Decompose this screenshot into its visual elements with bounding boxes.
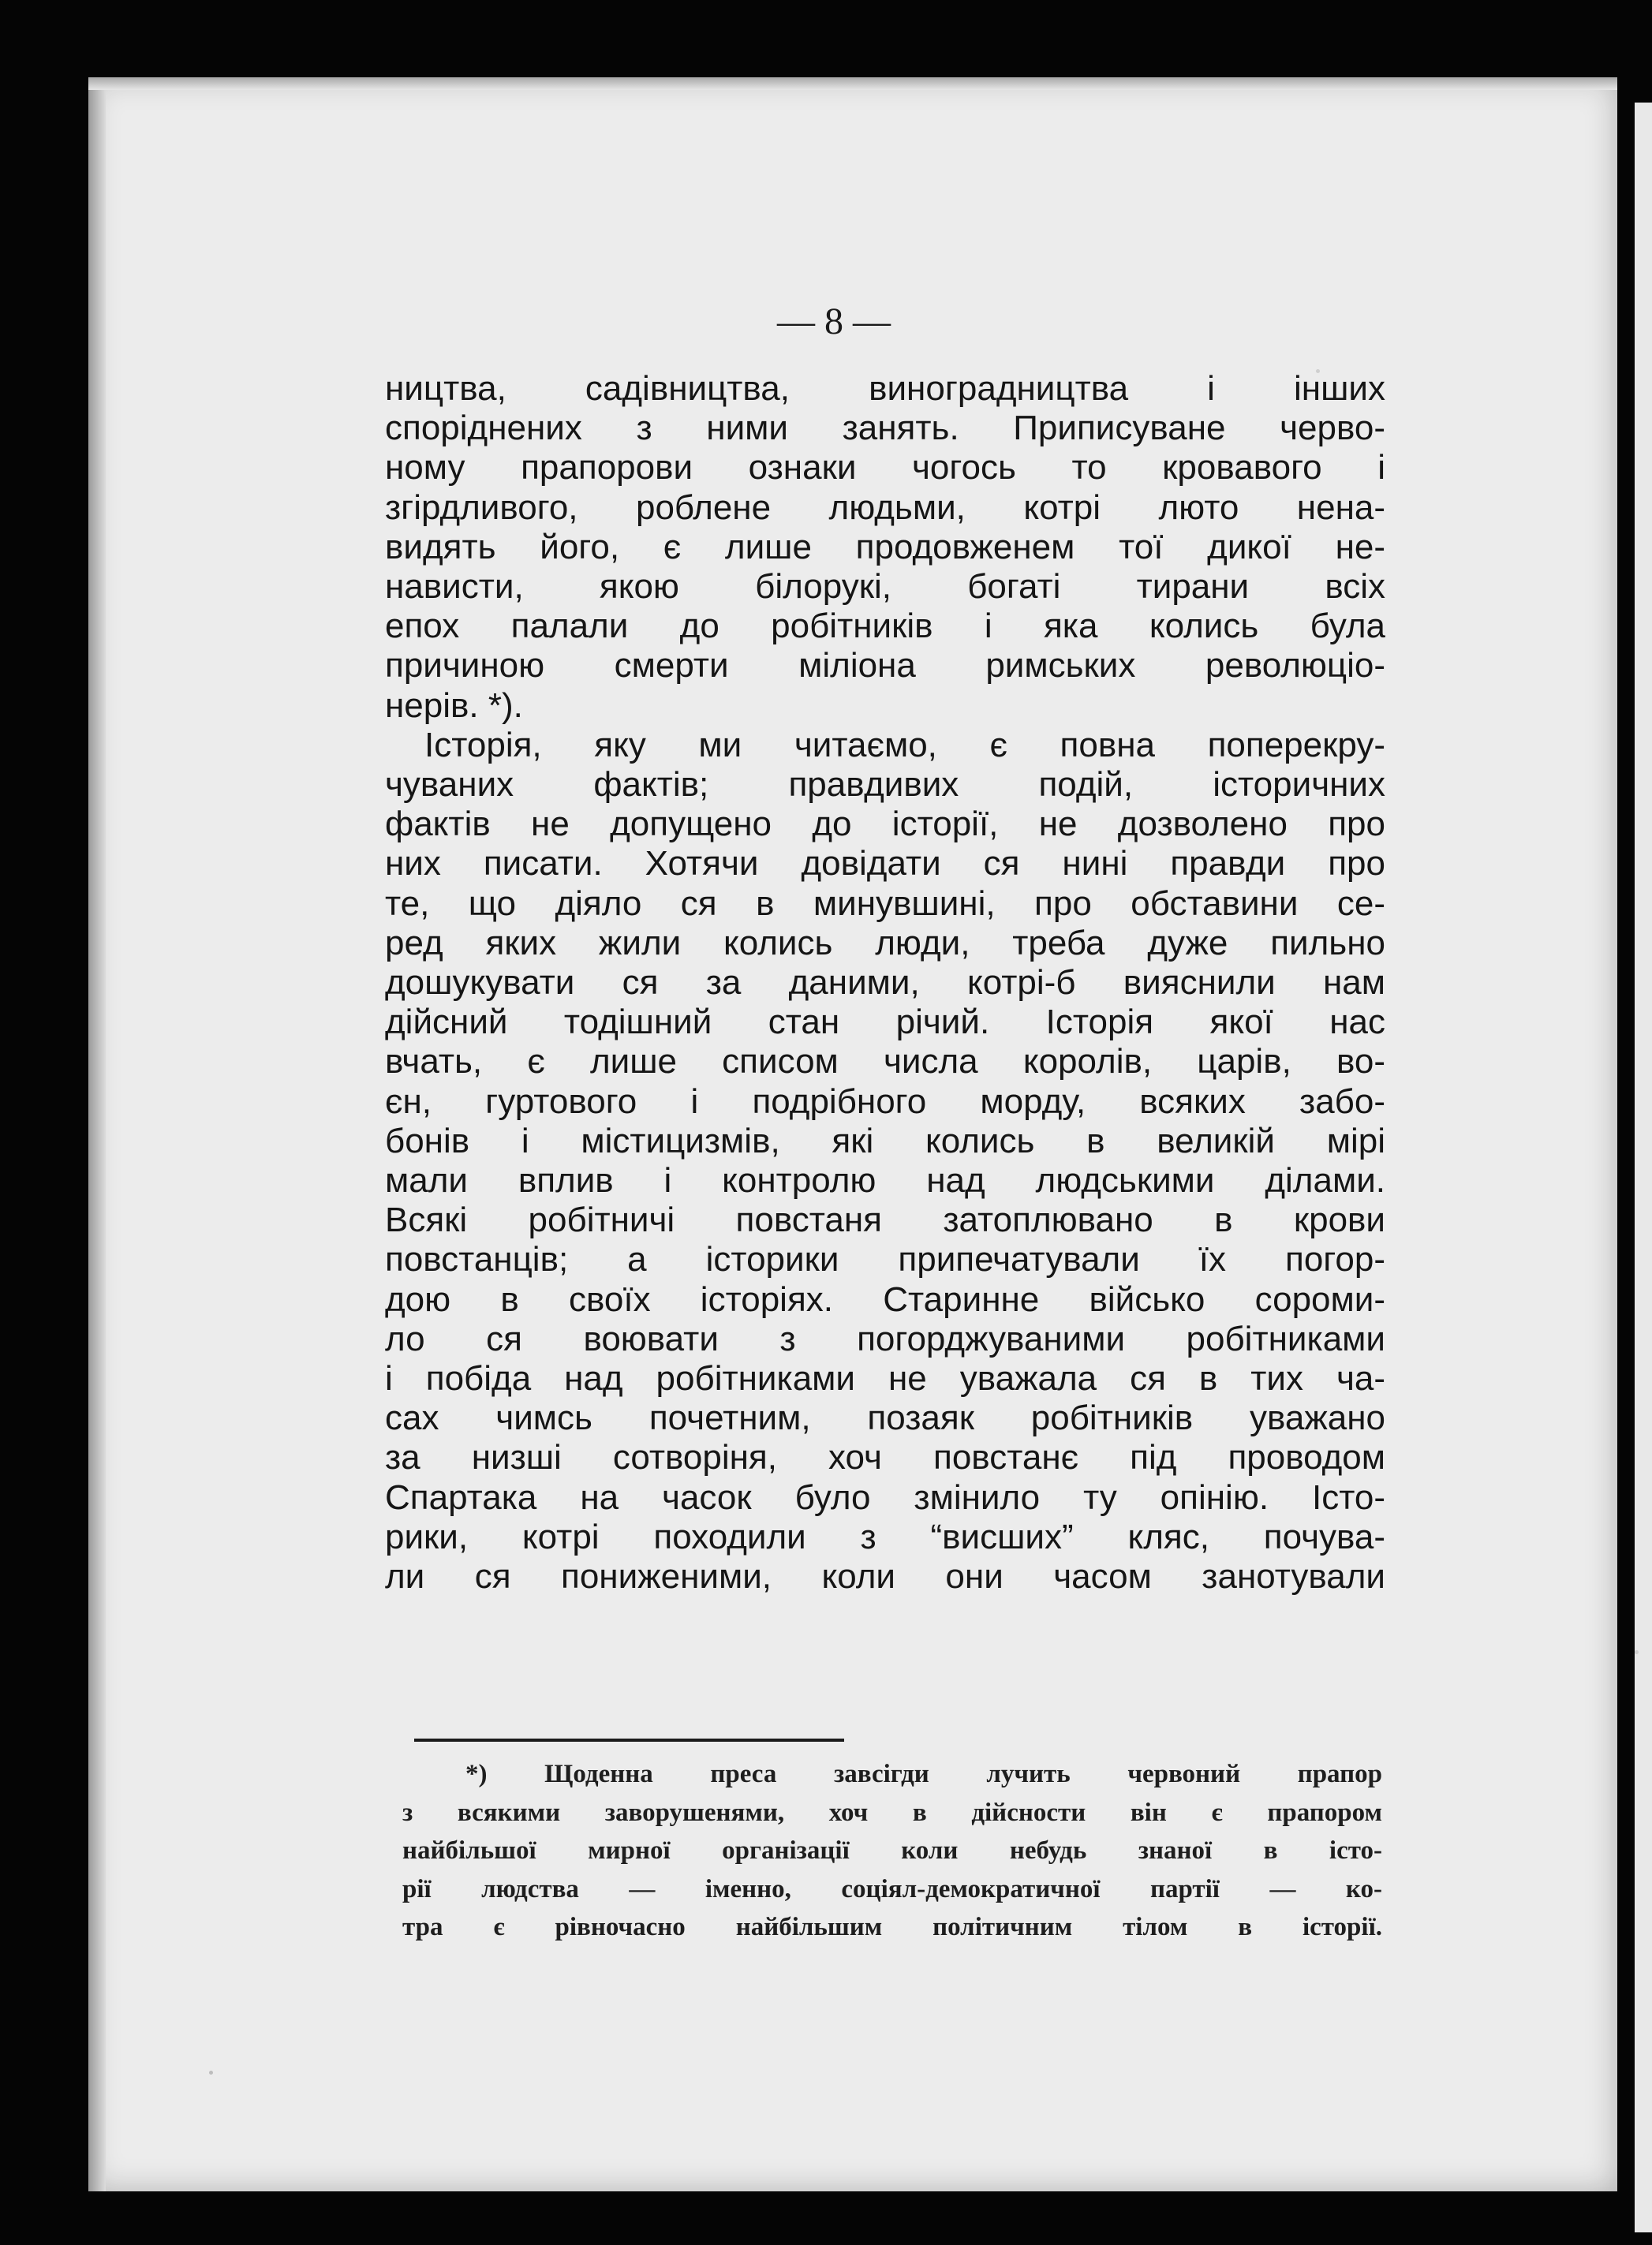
footnote-line: найбільшої мирної організації коли небудь знаної в істо- [402,1836,1382,1865]
footnote-line: з всякими заворушенями, хоч в дійсности він є прапором [402,1798,1382,1827]
text-line: ли ся пониженими, коли они часом занотували [385,1557,1385,1597]
text-line: нависти, якою білорукі, богаті тирани всіх [385,567,1385,607]
speck [209,2071,213,2075]
footnote-line: рії людства — іменно, соціял-демократичної партії — ко- [402,1874,1382,1903]
footnote-divider [414,1739,844,1742]
text-line: повстанців; а історики припечатували їх погор- [385,1240,1385,1279]
footnote-line: тра є рівночасно найбільшим політичним тілом в історії. [402,1913,1382,1941]
text-line: бонів і містицизмів, які колись в великій мірі [385,1121,1385,1160]
footnote [402,1755,1382,1947]
text-line: споріднених з ними занять. Приписуване черво- [385,409,1385,448]
text-line: нерів. *). [385,685,523,725]
body-text [385,369,1385,1597]
text-line: ло ся воювати з погорджуваними робітниками [385,1319,1385,1358]
text-line: дошукувати ся за даними, котрі-б вияснили нам [385,963,1385,1003]
page-edge-top [88,77,1617,90]
text-line: фактів не допущено до історії, не дозволено про [385,805,1385,844]
text-line: епох палали до робітників і яка колись була [385,607,1385,646]
speck [1635,1650,1639,1654]
page-edge-left [88,77,106,2191]
text-line: ред яких жили колись люди, треба дуже пильно [385,923,1385,962]
text-line: дійсний тодішний стан річий. Історія якої нас [385,1003,1385,1042]
text-line: рики, котрі походили з “висших” кляс, почува- [385,1517,1385,1556]
text-line: єн, гуртового і подрібного морду, всяких забо- [385,1081,1385,1121]
text-line: Спартака на часок було змінило ту опінію. Істо- [385,1477,1385,1517]
text-line: причиною смерти міліона римських революціо- [385,646,1385,685]
text-line: за низші сотворіня, хоч повстанє під проводом [385,1438,1385,1477]
text-line: Всякі робітничі повстаня затоплювано в крови [385,1201,1385,1240]
text-line: і побіда над робітниками не уважала ся в тих ча- [385,1359,1385,1399]
text-line: Історія, яку ми читаємо, є повна поперекру- [424,725,1385,764]
text-line: вчать, є лише списом числа королів, царів, во- [385,1042,1385,1081]
text-line: ному прапорови ознаки чогось то кровавого і [385,448,1385,487]
text-line: згірдливого, роблене людьми, котрі люто нена- [385,487,1385,527]
text-line: те, що діяло ся в минувшині, про обставини се- [385,883,1385,923]
adjacent-page-edge [1635,103,1652,2232]
footnote-line: *) Щоденна преса завсігди лучить червоний прапор [465,1760,1382,1788]
text-line: дою в своїх історіях. Старинне військо сороми- [385,1279,1385,1319]
text-line: видять його, є лише продовженем тої дикої не- [385,527,1385,566]
text-line: ництва, садівництва, виноградництва і інших [385,369,1385,408]
text-line: чуваних фактів; правдивих подій, історичних [385,765,1385,805]
text-line: сах чимсь почетним, позаяк робітників уважано [385,1399,1385,1438]
page-number: — 8 — [777,301,891,342]
text-line: них писати. Хотячи довідати ся нині правди про [385,844,1385,883]
text-line: мали вплив і контролю над людськими ділами. [385,1161,1385,1201]
